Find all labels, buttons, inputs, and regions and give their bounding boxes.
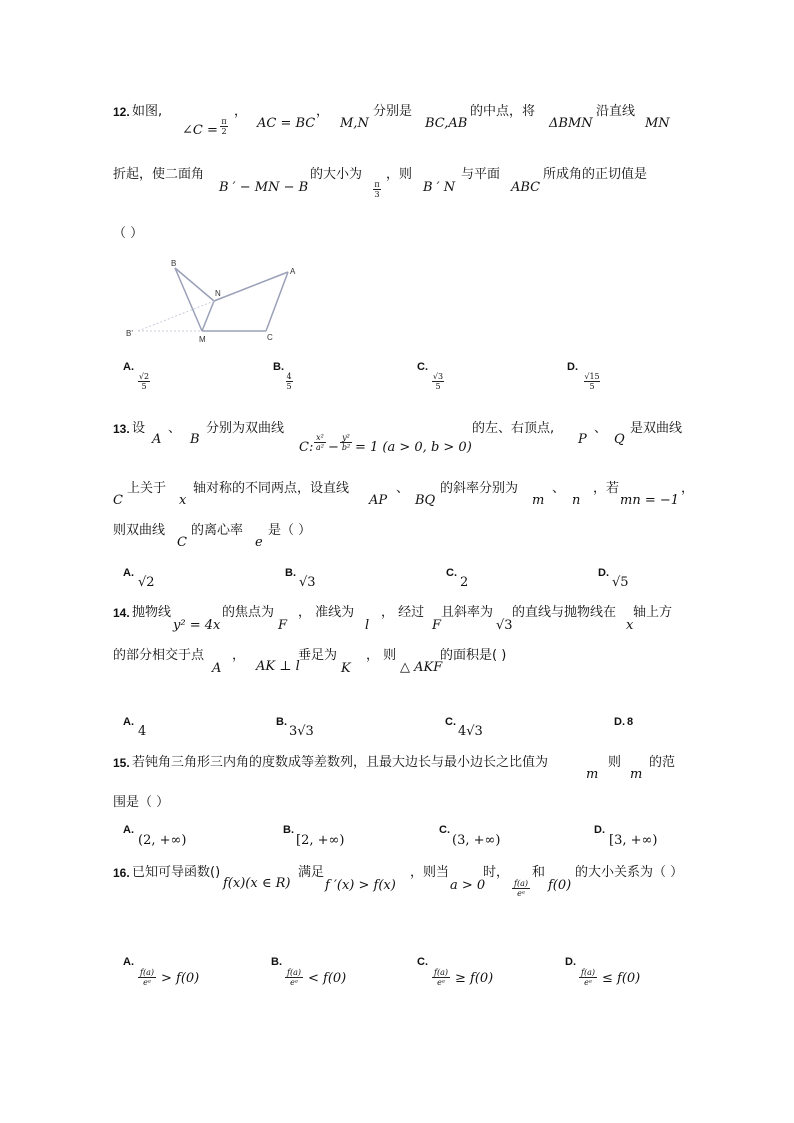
option-label: B. bbox=[276, 716, 287, 728]
q14-text: 的部分相交于点 bbox=[113, 648, 205, 663]
option-label: D. bbox=[594, 824, 605, 836]
q13-text: 分别为双曲线 bbox=[206, 421, 285, 436]
q13-text: 的左、右顶点, bbox=[472, 421, 555, 436]
q16-number: 16. bbox=[113, 866, 130, 880]
q14-l: l bbox=[365, 618, 370, 633]
q12-triangle: ΔBMN bbox=[549, 116, 593, 131]
option-label: A. bbox=[123, 567, 134, 579]
option-label: D. bbox=[567, 361, 578, 373]
q16-text: 满足 bbox=[298, 865, 325, 880]
q13-ap: AP bbox=[369, 493, 388, 508]
option-label: D. bbox=[614, 716, 625, 728]
q16-inequality: f ′(x) > f(x) bbox=[325, 878, 396, 893]
q12-bn: B ′ N bbox=[423, 180, 456, 195]
q13-b: B bbox=[190, 432, 200, 447]
option-value: ≥ f(0) bbox=[455, 971, 494, 986]
q13-sep: 、 bbox=[594, 421, 608, 436]
option-value: √3 5 bbox=[432, 372, 444, 391]
q12-text: 折起，使二面角 bbox=[113, 167, 205, 182]
q14-f: F bbox=[278, 618, 288, 633]
q14-text: ， 准线为 bbox=[298, 605, 355, 620]
option-label: A. bbox=[123, 716, 134, 728]
q13-p: P bbox=[578, 432, 587, 447]
option-label: A. bbox=[123, 361, 134, 373]
q12-mn: M,N bbox=[340, 116, 369, 131]
q14-sqrt3: √3 bbox=[496, 618, 513, 633]
option-label: C. bbox=[445, 716, 456, 728]
q15-text: 则 bbox=[608, 755, 622, 770]
q14-text: 垂足为 bbox=[298, 648, 338, 663]
q12-plane-abc: ABC bbox=[511, 180, 541, 195]
q12-text: 分别是 bbox=[373, 104, 413, 119]
q13-c: C bbox=[113, 493, 123, 508]
option-fraction: f(a) eᵃ bbox=[137, 968, 157, 987]
q13-bq: BQ bbox=[415, 493, 436, 508]
q15-text: 围是（ ） bbox=[113, 795, 170, 810]
option-value: √2 bbox=[138, 575, 155, 590]
q16-text: ，则当 bbox=[410, 865, 450, 880]
q12-text: 与平面 bbox=[461, 167, 501, 182]
q13-a: A bbox=[152, 432, 162, 447]
q13-text: 是双曲线 bbox=[630, 421, 683, 436]
q15-text: 的范 bbox=[649, 755, 676, 770]
q13-m: m bbox=[532, 493, 545, 508]
q16-text: 已知可导函数() bbox=[132, 865, 221, 880]
option-label: A. bbox=[123, 824, 134, 836]
option-value: [3, +∞) bbox=[609, 833, 658, 848]
option-value: ≤ f(0) bbox=[602, 971, 641, 986]
q12-comma: ， bbox=[234, 104, 248, 119]
q13-n: n bbox=[572, 493, 581, 508]
q14-text: 抛物线 bbox=[132, 605, 172, 620]
q16-fx: f(x)(x ∈ R) bbox=[223, 876, 291, 891]
q15-number: 15. bbox=[113, 756, 130, 770]
q16-f0: f(0) bbox=[548, 878, 572, 893]
q12-text: 如图, bbox=[132, 104, 163, 119]
q15-text: 若钝角三角形三内角的度数成等差数列，且最大边长与最小边长之比值为 bbox=[132, 755, 549, 770]
option-label: B. bbox=[273, 361, 284, 373]
q16-text: 时， bbox=[483, 865, 510, 880]
q12-pi-over-2: π 2 bbox=[221, 117, 227, 136]
q13-c: C bbox=[177, 535, 187, 550]
q14-x: x bbox=[626, 618, 634, 633]
option-label: C. bbox=[446, 567, 457, 579]
q12-label-c: C bbox=[267, 333, 273, 342]
q14-perp: AK ⊥ l bbox=[256, 659, 300, 674]
q13-sep: 、 bbox=[396, 481, 410, 496]
q13-text: ，若 bbox=[593, 481, 620, 496]
q16-text: 和 bbox=[532, 865, 546, 880]
q12-angle: ∠C = bbox=[182, 123, 218, 138]
q13-c-colon: C: bbox=[299, 440, 314, 455]
option-fraction: f(a) eᵃ bbox=[431, 968, 451, 987]
q16-fa-over-ea: f(a) eᵃ bbox=[511, 879, 531, 898]
q14-text: ， 则 bbox=[366, 648, 397, 663]
q14-triangle: △ AKF bbox=[400, 660, 443, 675]
q14-equation: y² = 4x bbox=[173, 618, 221, 633]
q13-q: Q bbox=[614, 432, 625, 447]
option-value: √5 bbox=[612, 575, 629, 590]
q13-number: 13. bbox=[113, 422, 130, 436]
q12-text: ，则 bbox=[386, 167, 413, 182]
q12-text: 所成角的正切值是 bbox=[543, 167, 648, 182]
option-value: (3, +∞) bbox=[452, 833, 501, 848]
q12-answer-paren: （ ） bbox=[113, 226, 144, 241]
option-label: D. bbox=[598, 567, 609, 579]
option-value: √15 5 bbox=[584, 372, 600, 391]
q13-eq-rest: = 1 (a > 0, b > 0) bbox=[355, 440, 472, 455]
q12-ac-bc: AC = BC bbox=[257, 116, 316, 131]
q13-e: e bbox=[255, 535, 263, 550]
q12-number: 12. bbox=[113, 105, 130, 119]
option-value: (2, +∞) bbox=[138, 833, 187, 848]
q14-text: 的焦点为 bbox=[222, 605, 275, 620]
option-value: 4 5 bbox=[286, 372, 292, 391]
q12-bc-ab: BC,AB bbox=[425, 116, 468, 131]
option-value: < f(0) bbox=[308, 971, 347, 986]
option-value: 4 bbox=[138, 724, 147, 739]
q12-pi-over-3: π 3 bbox=[374, 180, 380, 199]
q12-comma: ， bbox=[316, 104, 330, 119]
q13-text: 是（ ） bbox=[268, 523, 312, 538]
q13-y2-over-b2: y² b² bbox=[341, 433, 351, 452]
q12-label-a: A bbox=[290, 267, 296, 276]
q15-m: m bbox=[630, 767, 643, 782]
q15-m: m bbox=[586, 767, 599, 782]
q13-x2-over-a2: x² a² bbox=[313, 433, 327, 452]
q13-mn-eq: mn = −1 bbox=[620, 493, 680, 508]
q14-number: 14. bbox=[113, 606, 130, 620]
option-fraction: f(a) eᵃ bbox=[578, 968, 598, 987]
option-value: √2 5 bbox=[138, 372, 150, 391]
q13-text: 的斜率分别为 bbox=[440, 481, 519, 496]
q16-text: 的大小关系为（ ） bbox=[575, 865, 684, 880]
q13-comma: ， bbox=[681, 481, 695, 496]
q12-text: 沿直线 bbox=[596, 104, 636, 119]
option-value: > f(0) bbox=[161, 971, 200, 986]
option-value: √3 bbox=[299, 575, 316, 590]
q13-x: x bbox=[179, 493, 187, 508]
option-label: B. bbox=[283, 824, 294, 836]
q12-line-mn: MN bbox=[645, 116, 670, 131]
q14-k: K bbox=[341, 661, 351, 676]
q13-text: 则双曲线 bbox=[113, 523, 166, 538]
q14-a: A bbox=[212, 661, 222, 676]
q14-text: 且斜率为 bbox=[441, 605, 494, 620]
q12-text: 的中点，将 bbox=[470, 104, 536, 119]
option-value: [2, +∞) bbox=[296, 833, 345, 848]
option-label: C. bbox=[439, 824, 450, 836]
option-label: C. bbox=[417, 956, 428, 968]
q13-text: 轴对称的不同两点，设直线 bbox=[193, 481, 350, 496]
option-value: 2 bbox=[460, 575, 469, 590]
option-value: 8 bbox=[627, 716, 634, 728]
q14-text: 轴上方 bbox=[633, 605, 673, 620]
q14-f: F bbox=[432, 618, 442, 633]
q16-a-positive: a > 0 bbox=[450, 878, 486, 893]
q12-figure bbox=[120, 255, 320, 350]
q14-text: 的直线与抛物线在 bbox=[512, 605, 617, 620]
q14-text: ， bbox=[232, 648, 246, 663]
option-label: B. bbox=[285, 567, 296, 579]
q14-text: 的面积是( ) bbox=[440, 648, 507, 663]
q12-label-n: N bbox=[215, 289, 221, 298]
option-label: A. bbox=[123, 956, 134, 968]
option-value: 3√3 bbox=[289, 724, 314, 739]
q13-sep: 、 bbox=[552, 481, 566, 496]
option-fraction: f(a) eᵃ bbox=[284, 968, 304, 987]
q13-sep: 、 bbox=[168, 421, 182, 436]
q13-text: 的离心率 bbox=[191, 523, 244, 538]
q12-dihedral: B ′ − MN − B bbox=[219, 180, 309, 195]
q13-minus: − bbox=[328, 440, 339, 455]
q14-text: ， 经过 bbox=[381, 605, 425, 620]
option-label: C. bbox=[417, 361, 428, 373]
q12-label-bprime: B' bbox=[126, 329, 133, 338]
option-label: B. bbox=[271, 956, 282, 968]
q12-label-b: B bbox=[171, 259, 177, 268]
option-value: 4√3 bbox=[458, 724, 483, 739]
option-label: D. bbox=[565, 956, 576, 968]
q12-label-m: M bbox=[199, 335, 206, 344]
q12-text: 的大小为 bbox=[310, 167, 363, 182]
q13-text: 设 bbox=[132, 421, 146, 436]
q13-text: 上关于 bbox=[127, 481, 167, 496]
